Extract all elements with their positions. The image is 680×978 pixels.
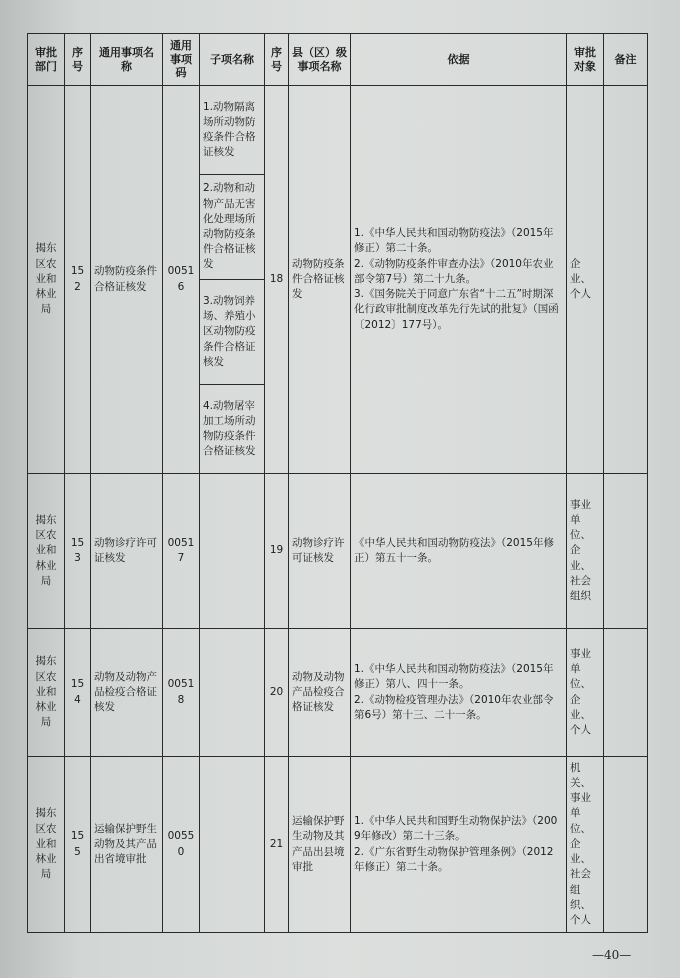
county-name-cell: 动物防疫条件合格证核发: [289, 86, 351, 474]
basis-line: 1.《中华人民共和国动物防疫法》（2015年修正）第八、四十一条。: [354, 663, 554, 691]
remark-cell: [604, 86, 648, 474]
county-name-cell: 动物诊疗许可证核发: [289, 474, 351, 629]
seq-cell: 154: [65, 629, 91, 757]
subitem-entry: 3.动物饲养场、养殖小区动物防疫条件合格证核发: [200, 280, 264, 385]
header-item-name: 通用事项名称: [91, 34, 163, 86]
subitem-cell: [200, 86, 265, 474]
basis-line: 《中华人民共和国动物防疫法》（2015年修正）第五十一条。: [354, 536, 554, 564]
header-subitem: 子项名称: [200, 34, 265, 86]
county-seq-cell: 20: [265, 629, 289, 757]
subitem-cell: [200, 757, 265, 933]
target-cell: 事业单位、企业、社会组织: [567, 474, 604, 629]
item-code-cell: 00518: [163, 629, 200, 757]
subitem-entry: 4.动物屠宰加工场所动物防疫条件合格证核发: [203, 399, 256, 458]
seq-cell: 155: [65, 757, 91, 933]
basis-cell: [351, 474, 567, 629]
basis-line: 2.《动物检疫管理办法》（2010年农业部令第6号）第十三、二十一条。: [354, 693, 554, 721]
basis-cell: [351, 629, 567, 757]
basis-line: 1.《中华人民共和国野生动物保护法》（2009年修改）第二十三条。: [354, 815, 558, 843]
dept-cell: 揭东区农业和林业局: [28, 629, 65, 757]
header-item-code: 通用事项码: [163, 34, 200, 86]
item-code-cell: 00516: [163, 86, 200, 474]
header-remark: 备注: [604, 34, 648, 86]
seq-cell: 152: [65, 86, 91, 474]
page-number: —40—: [592, 948, 632, 962]
dept-cell: 揭东区农业和林业局: [28, 86, 65, 474]
basis-line: 1.《中华人民共和国动物防疫法》（2015年修正）第二十条。: [354, 227, 554, 255]
county-name-cell: 动物及动物产品检疫合格证核发: [289, 629, 351, 757]
target-cell: 事业单位、企业、个人: [567, 629, 604, 757]
target-cell: 企业、个人: [567, 86, 604, 474]
subitem-entry: 1.动物隔离场所动物防疫条件合格证核发: [200, 86, 264, 175]
item-name-cell: 运输保护野生动物及其产品出省境审批: [91, 757, 163, 933]
basis-line: 2.《广东省野生动物保护管理条例》（2012年修正）第二十条。: [354, 845, 554, 873]
target-cell: 机关、事业单位、企业、社会组织、个人: [567, 757, 604, 933]
basis-cell: [351, 757, 567, 933]
subitem-cell: [200, 474, 265, 629]
header-seq: 序号: [65, 34, 91, 86]
header-dept: 审批部门: [28, 34, 65, 86]
header-county-seq: 序号: [265, 34, 289, 86]
header-county-name: 县（区）级事项名称: [289, 34, 351, 86]
basis-cell: [351, 86, 567, 474]
header-basis: 依据: [351, 34, 567, 86]
seq-cell: 153: [65, 474, 91, 629]
item-name-cell: 动物及动物产品检疫合格证核发: [91, 629, 163, 757]
table-row: [28, 757, 648, 933]
table-row: [28, 629, 648, 757]
item-name-cell: 动物防疫条件合格证核发: [91, 86, 163, 474]
item-code-cell: 00517: [163, 474, 200, 629]
item-name-cell: 动物诊疗许可证核发: [91, 474, 163, 629]
county-seq-cell: 19: [265, 474, 289, 629]
header-target: 审批对象: [567, 34, 604, 86]
basis-line: 3.《国务院关于同意广东省“十二五”时期深化行政审批制度改革先行先试的批复》（国函〔2012〕177号）。: [354, 288, 559, 331]
approval-items-table: [27, 33, 648, 933]
table-header-row: [28, 34, 648, 86]
county-seq-cell: 18: [265, 86, 289, 474]
item-code-cell: 00550: [163, 757, 200, 933]
basis-line: 2.《动物防疫条件审查办法》（2010年农业部令第7号）第二十九条。: [354, 257, 554, 285]
remark-cell: [604, 757, 648, 933]
county-seq-cell: 21: [265, 757, 289, 933]
subitem-cell: [200, 629, 265, 757]
remark-cell: [604, 629, 648, 757]
dept-cell: 揭东区农业和林业局: [28, 757, 65, 933]
county-name-cell: 运输保护野生动物及其产品出县境审批: [289, 757, 351, 933]
table-row: [28, 86, 648, 474]
remark-cell: [604, 474, 648, 629]
dept-cell: 揭东区农业和林业局: [28, 474, 65, 629]
table-row: [28, 474, 648, 629]
subitem-entry: 2.动物和动物产品无害化处理场所动物防疫条件合格证核发: [200, 175, 264, 280]
